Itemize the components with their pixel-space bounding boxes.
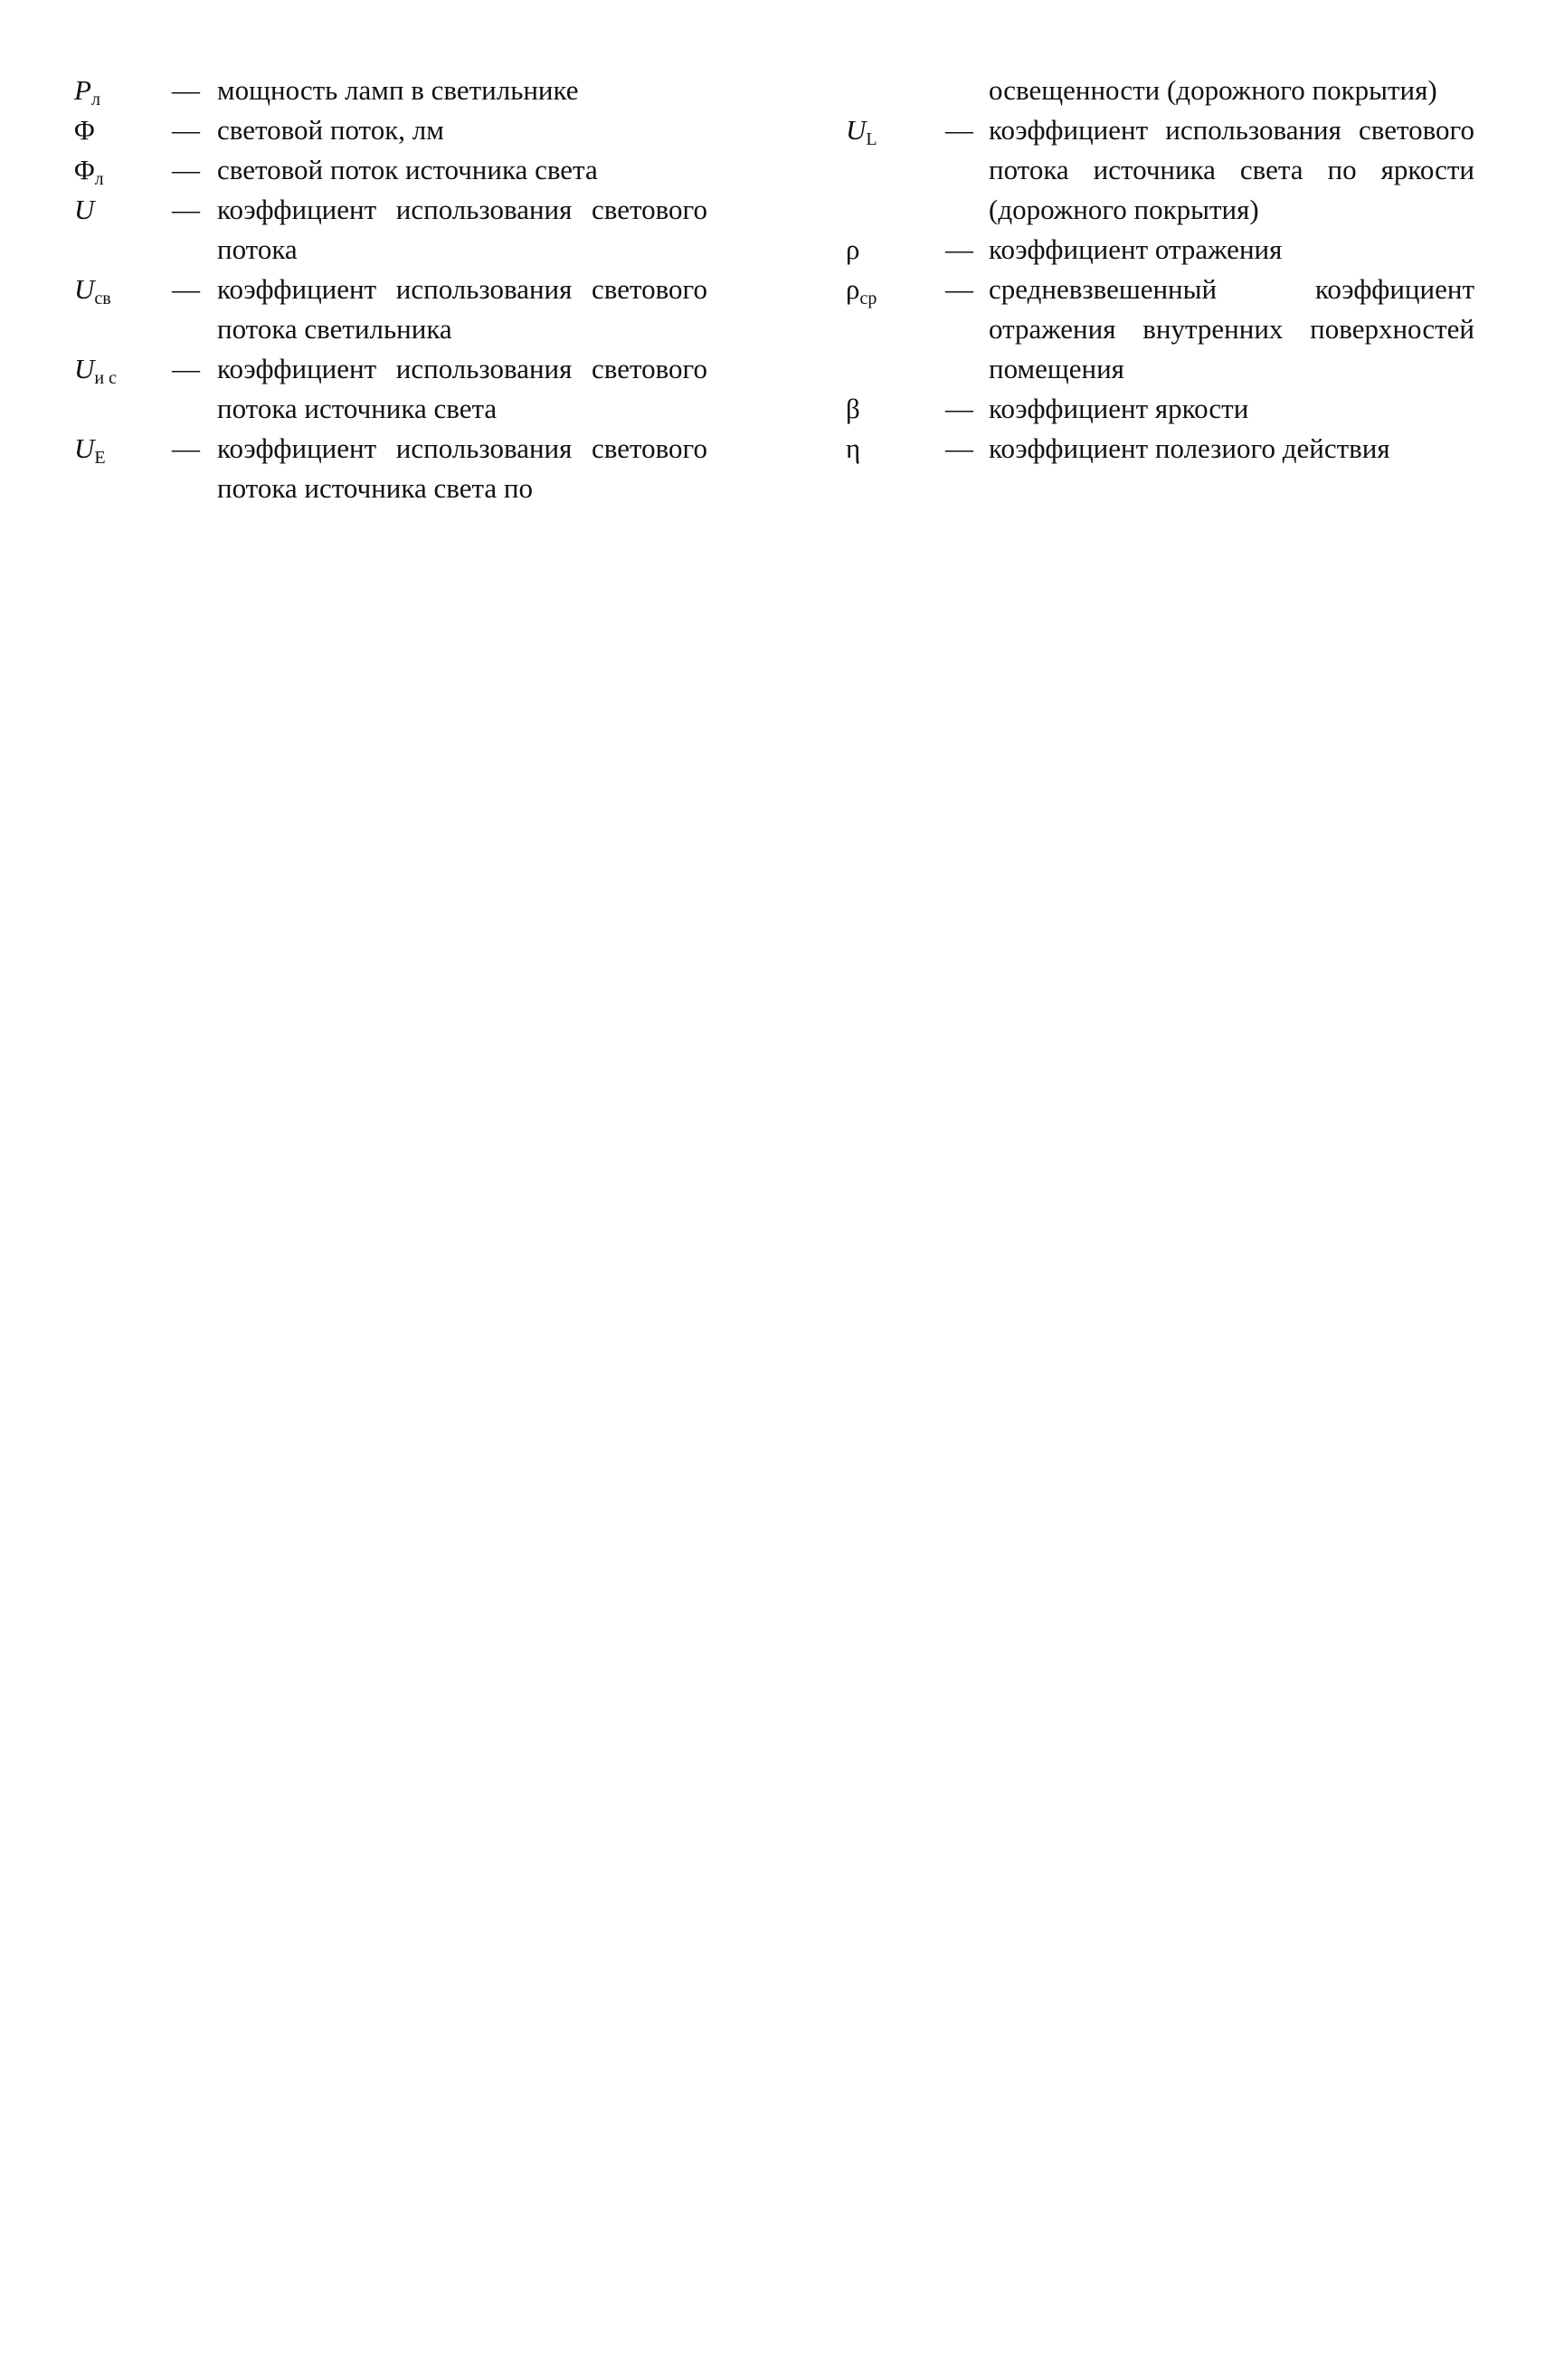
notation-entry [74, 349, 707, 429]
continued-definition [846, 71, 1474, 110]
definition: коэффициент использования светового потока источника света по яркости (дорожного покрытия) [989, 114, 1474, 225]
notation-entry [846, 230, 1474, 270]
dash: — [945, 114, 973, 146]
notation-entry [74, 150, 707, 190]
definition: световой поток, лм [217, 114, 444, 146]
symbol: $U_{св}$ [74, 273, 111, 308]
definition: световой поток источника света [217, 154, 598, 185]
dash: — [172, 154, 200, 185]
definition: коэффициент использования светового потока [217, 194, 707, 265]
symbol: $\Phi_л$ [74, 154, 104, 189]
symbol: $\rho_{ср}$ [846, 273, 877, 308]
symbol: η [846, 432, 861, 464]
right-column [846, 71, 1474, 469]
notation-entry [846, 270, 1474, 389]
definition: коэффициент полезиого действия [989, 432, 1390, 464]
dash: — [172, 194, 200, 225]
dash: — [172, 353, 200, 384]
notation-entry [74, 429, 707, 508]
definition: коэффициент использования светового потока светильника [217, 273, 707, 345]
definition: коэффициент использования светового потока источника света [217, 353, 707, 424]
dash: — [172, 74, 200, 106]
dash: — [172, 432, 200, 464]
definition: мощность ламп в светильнике [217, 74, 579, 106]
dash: — [945, 393, 973, 424]
symbol: U [74, 194, 95, 225]
symbol: ρ [846, 233, 860, 265]
notation-entry [74, 270, 707, 349]
dash: — [945, 233, 973, 265]
definition: средневзвешенный коэффициент отражения внутренних поверхностей помещения [989, 273, 1474, 384]
notation-entry [846, 389, 1474, 429]
notation-entry [74, 190, 707, 270]
dash: — [172, 273, 200, 305]
notation-entry [74, 110, 707, 150]
symbol: $P_л$ [74, 74, 100, 109]
notation-entry [846, 429, 1474, 469]
notation-entry [74, 71, 707, 110]
symbol: $U_E$ [74, 432, 106, 468]
symbol: β [846, 393, 860, 424]
symbol: $U_{и с}$ [74, 353, 117, 388]
left-column [74, 71, 707, 508]
definition: коэффициент использования светового потока источника света по [217, 432, 707, 504]
definition: коэффициент яркости [989, 393, 1249, 424]
definition-continuation: освещенности (дорожного покрытия) [989, 74, 1437, 106]
dash: — [945, 273, 973, 305]
symbol: Φ [74, 114, 95, 146]
notation-entry [846, 110, 1474, 230]
definition: коэффициент отражения [989, 233, 1283, 265]
dash: — [945, 432, 973, 464]
symbol: $U_L$ [846, 114, 877, 149]
dash: — [172, 114, 200, 146]
